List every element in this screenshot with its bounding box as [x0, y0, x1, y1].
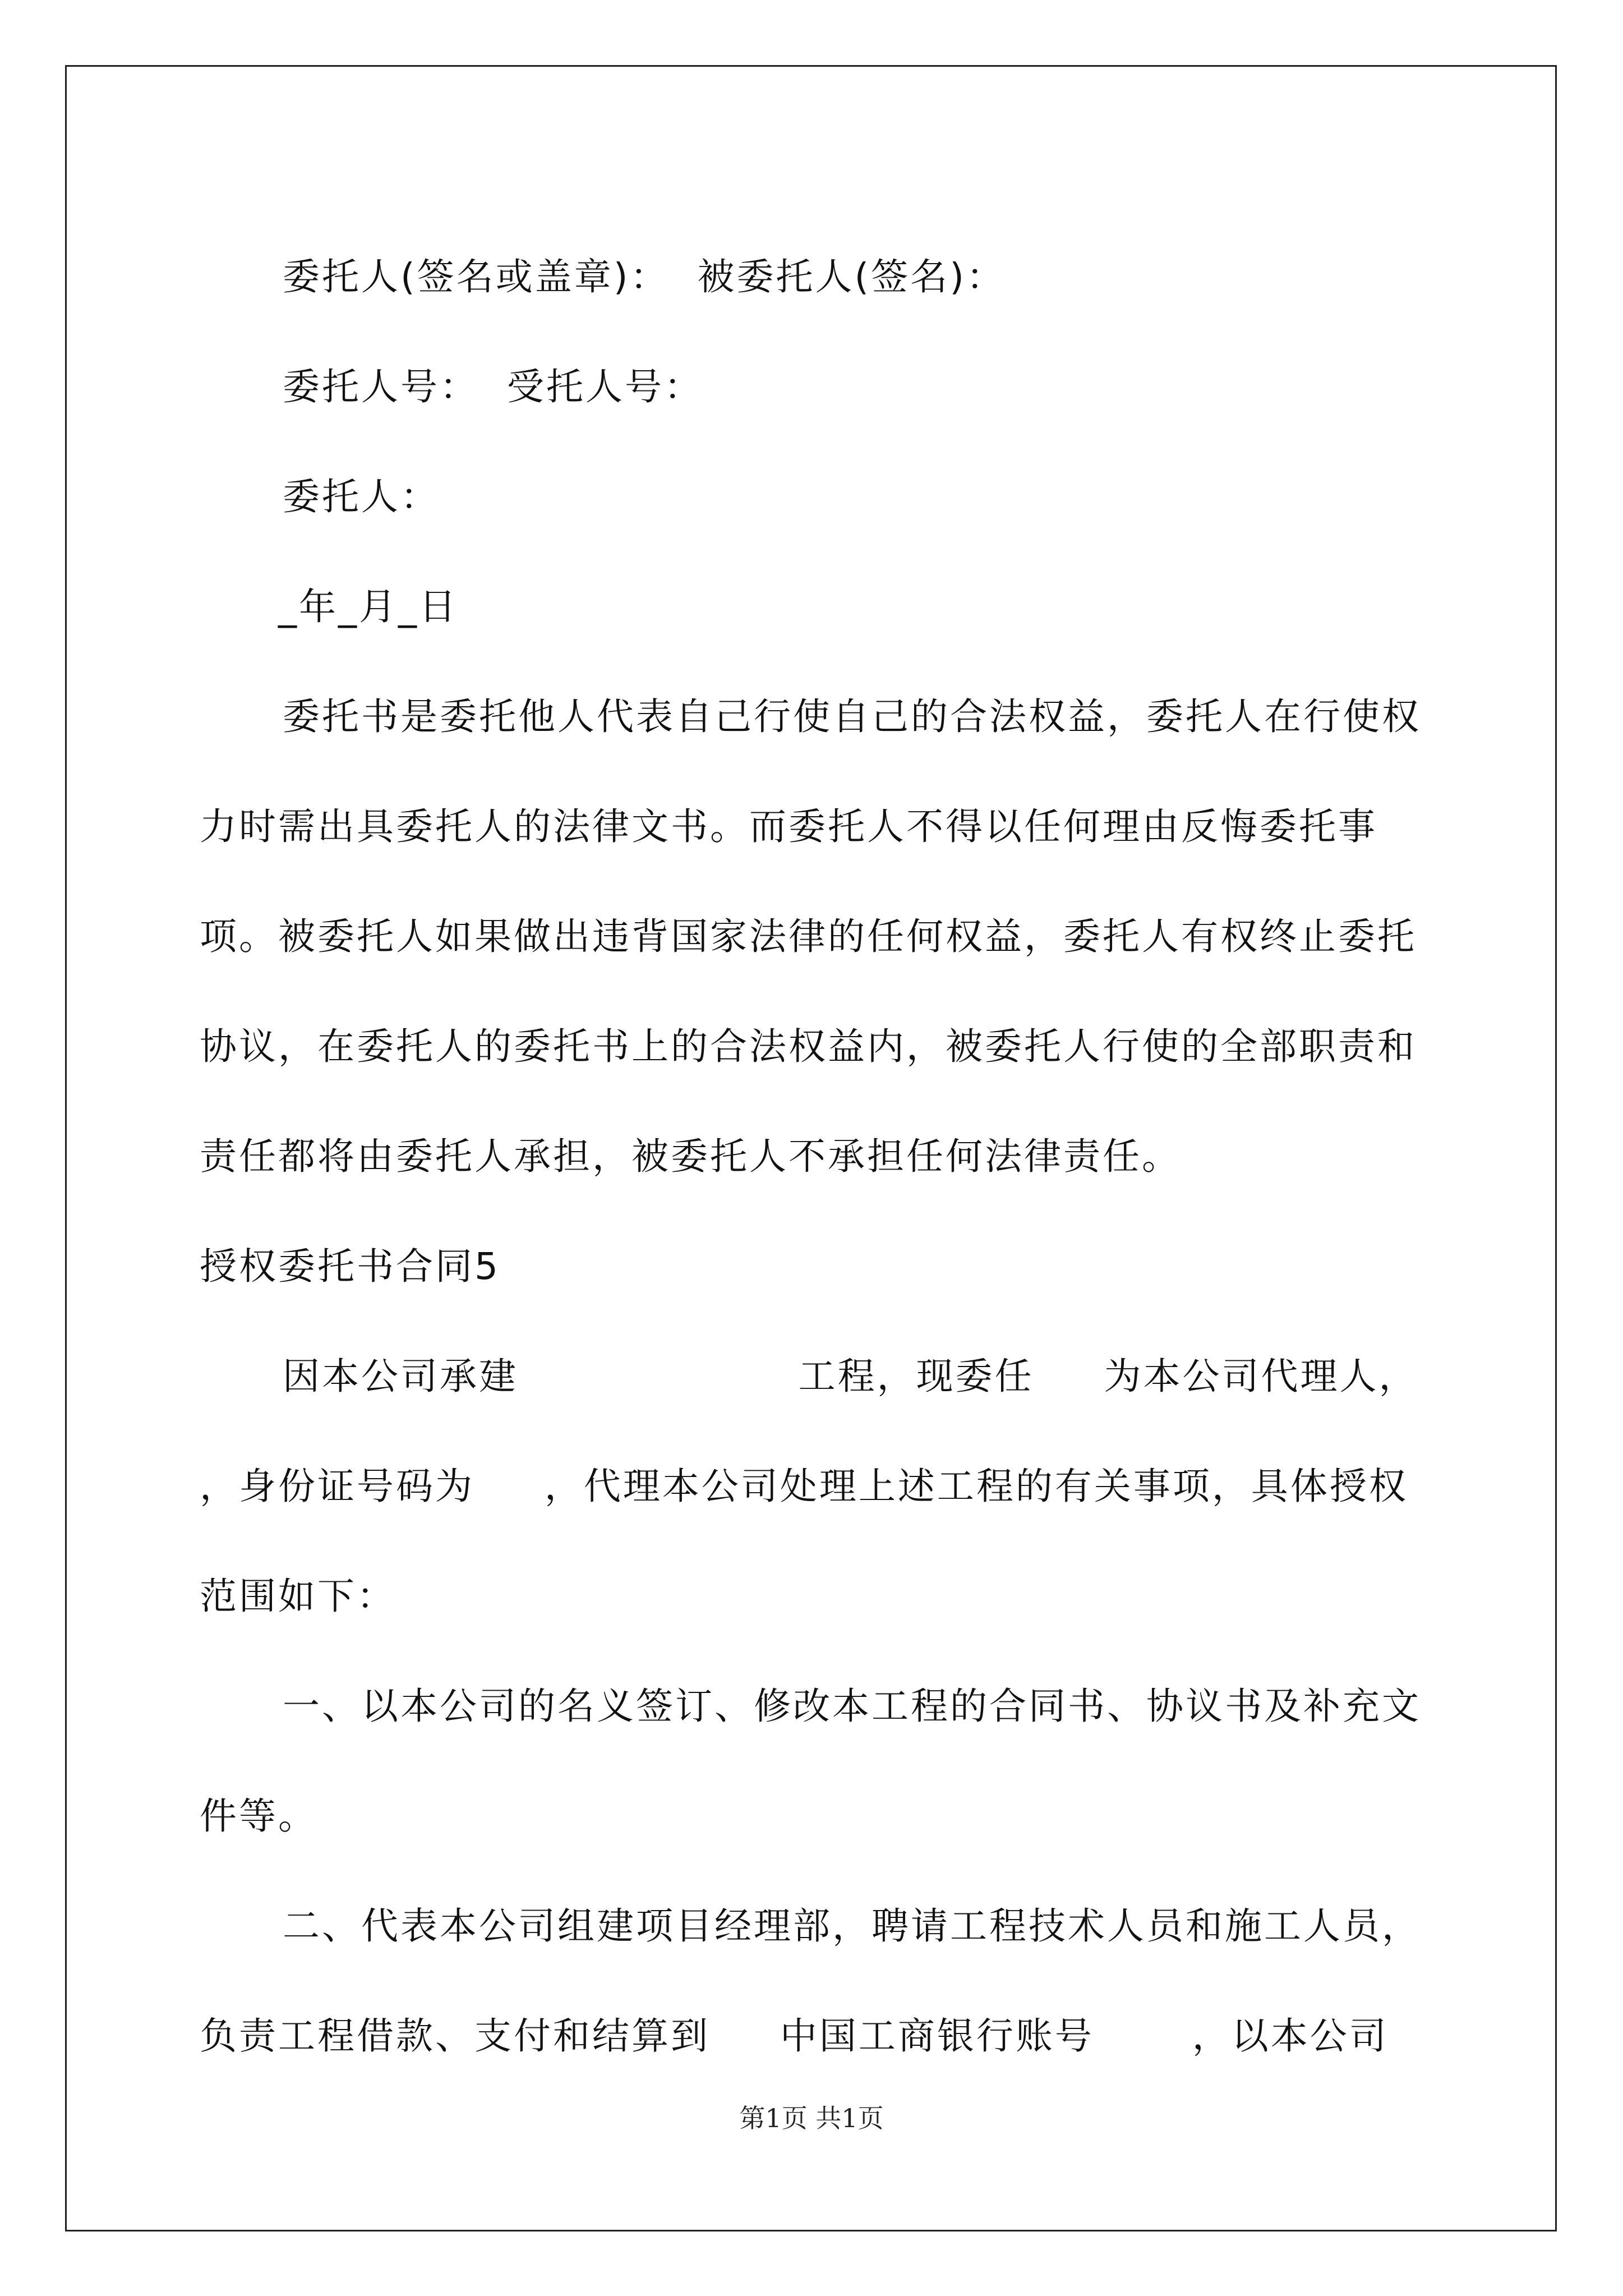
paragraph-date-line: _年_月_日: [278, 585, 458, 628]
page-number-footer: 第1页 共1页: [739, 2103, 884, 2133]
document-body: [200, 222, 1460, 2091]
paragraph-explanation: 委托书是委托他人代表自己行使自己的合法权益，委托人在行使权力时需出具委托人的法律文书。而委托人不得以任何理由反悔委托事项。被委托人如果做出违背国家法律的任何权益，委托人有权终止委托协议，在委托人的委托书上的合法权益内，被委托人行使的全部职责和责任都将由委托人承担，被委托人不承担任何法律责任。: [200, 695, 1421, 1178]
paragraph-item-two: 二、代表本公司组建项目经理部，聘请工程技术人员和施工人员，负责工程借款、支付和结算到 中国工商银行账号 ，以本公司: [200, 1904, 1421, 2058]
paragraph-signature-line: 委托人(签名或盖章)： 被委托人(签名)：: [283, 255, 1006, 298]
paragraph-id-number-line: 委托人号： 受托人号：: [283, 365, 703, 408]
paragraph-item-one: 一、以本公司的名义签订、修改本工程的合同书、协议书及补充文件等。: [200, 1685, 1421, 1838]
section-heading: 授权委托书合同5: [200, 1245, 500, 1288]
paragraph-appointment: 因本公司承建 工程，现委任 为本公司代理人， ，身份证号码为 ，代理本公司处理上述工程的有关事项，具体授权范围如下：: [200, 1355, 1460, 1618]
paragraph-principal-line: 委托人：: [283, 475, 440, 518]
